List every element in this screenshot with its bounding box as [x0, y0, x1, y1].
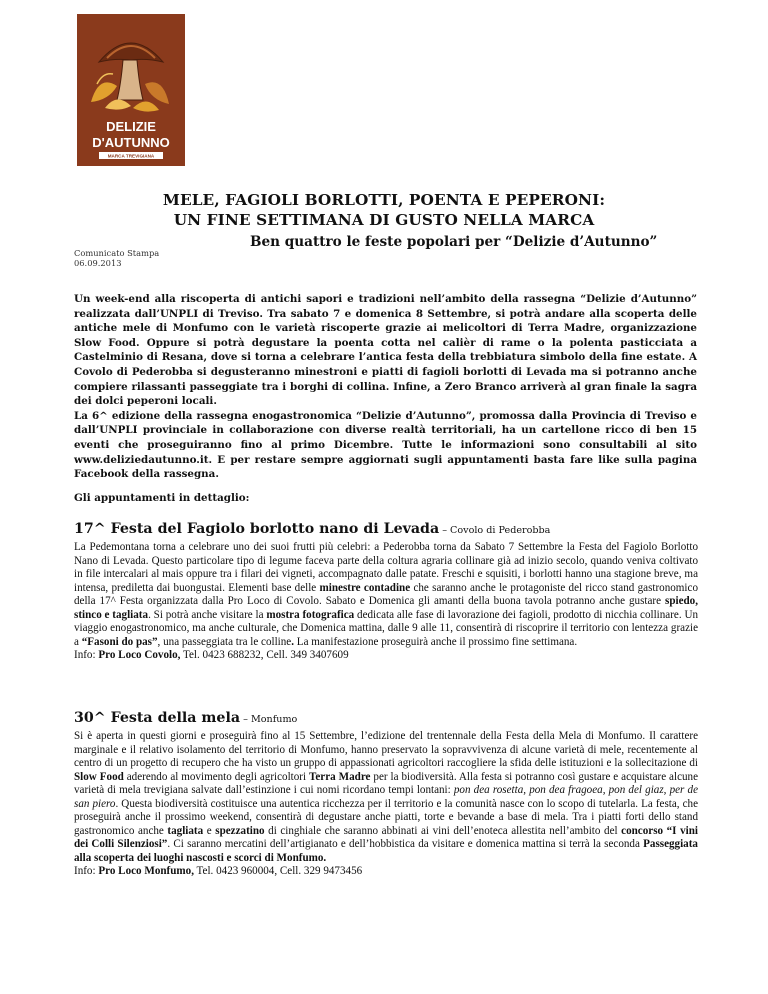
event-2-title-text: 30^ Festa della mela [74, 710, 241, 726]
event-2-title [74, 710, 297, 726]
event-1-title-text: 17^ Festa del Fagiolo borlotto nano di Levada [74, 521, 440, 537]
info-contacts: Tel. 0423 960004, Cell. 329 9473456 [193, 865, 363, 877]
event-1-location: – Covolo di Pederobba [439, 525, 551, 536]
event-1-body [74, 541, 698, 663]
event-1-highlight: minestre contadine [319, 581, 411, 594]
event-2-info [74, 865, 698, 879]
event-1-text: , una passeggiata tra le colline [157, 635, 292, 648]
event-1-text: La manifestazione proseguirà anche il prossimo fine settimana. [294, 635, 578, 648]
event-2-highlight: Passeggiata alla scoperta dei luoghi nascosti e scorci di Monfumo. [74, 838, 698, 864]
subheadline: Ben quattro le feste popolari per “Delizie d’Autunno” [250, 234, 658, 250]
event-2-text: . Questa biodiversità costituisce una autentica ricchezza per il territorio e la comunità nasce con lo scopo di tutelarla. La festa, che proseguirà anche il prossimo weekend, consentirà di degustare anche piatti, torte e bevande a base di mela. Tra i piatti forti dello stand gastronomico anche [74, 797, 698, 837]
info-organizer: Pro Loco Covolo, [98, 649, 181, 661]
logo-text-line1: DELIZIE [106, 119, 156, 134]
event-1-highlight: mostra fotografica [266, 608, 355, 621]
event-1-title [74, 521, 550, 537]
press-release-meta [74, 248, 159, 268]
event-1-text: . Si potrà anche visitare la [148, 608, 267, 621]
headline-line-1: MELE, FAGIOLI BORLOTTI, POENTA E PEPERONI: [162, 191, 606, 209]
event-2-text: per la biodiversità. Alla festa si potranno così gustare e acquistare alcune varietà di mela trevigiana salvate dall’estinzione i cui nomi ricordano tempi lontani: [74, 770, 699, 796]
event-2-text: Si è aperta in questi giorni e proseguirà fino al 15 Settembre, l’edizione del trentennale della Festa della Mela di Monfumo. Il carattere marginale e il relativo isolamento del territorio di Monfumo, hanno preservato la sopravvivenza di alcune varietà di mele, recentemente al centro di un progetto di recupero che ha visto un gruppo di appassionati agricoltori raccogliere la sfida delle istituzioni e la sollecitazione di [74, 730, 698, 769]
event-1-highlight: spiedo, stinco e tagliata [74, 595, 698, 621]
intro-paragraph-2: La 6^ edizione della rassegna enogastronomica “Delizie d’Autunno”, promossa dalla Provincia di Treviso e dall’UNPLI provinciale in collaborazione con diverse realtà territoriali, ha un cartellone ricco di ben 15 eventi che proseguiranno fino al primo Dicembre. Tutte le informazioni sono consultabili al sito www.deliziedautunno.it. E per restare sempre aggiornati sugli appuntamenti basta fare like sulla pagina Facebook della rassegna. [74, 409, 697, 481]
event-2-text: e [203, 824, 216, 837]
logo-text-line2: D'AUTUNNO [92, 135, 170, 150]
event-2-text: di cinghiale che saranno abbinati ai vini dell’enoteca allestita nell’ambito del [264, 824, 622, 837]
appointments-heading: Gli appuntamenti in dettaglio: [74, 492, 250, 504]
headline-line-2: UN FINE SETTIMANA DI GUSTO NELLA MARCA [173, 211, 595, 229]
event-2-highlight: tagliata [167, 824, 204, 837]
headline [0, 190, 768, 230]
event-1-highlight: “Fasoni do pas” [81, 635, 158, 648]
event-1-text: che saranno anche le protagoniste del ricco stand gastronomico della 17^ Festa organizzata dalla Pro Loco di Covolo. Sabato e Domenica gli amanti della buona tavola potranno anche gustare [74, 581, 698, 607]
event-1-info [74, 649, 698, 663]
event-2-text: aderendo al movimento degli agricoltori [123, 770, 309, 783]
event-2-highlight: concorso “I vini dei Colli Silenziosi” [74, 824, 698, 850]
press-date: 06.09.2013 [74, 258, 122, 268]
event-1-text: La Pedemontana torna a celebrare uno dei suoi frutti più celebri: a Pederobba torna da Sabato 7 Settembre la Festa del Fagiolo Borlotto Nano di Levada. Questo particolare tipo di legume faceva parte della coltura agraria collinare già ad inizio secolo, quando veniva coltivato in file intercalari al mais oppure tra i filari dei vigneti, accompagnato dalle patate. Freschi e squisiti, i borlotti hanno una stagione breve, ma intensa, prediletta dai buongustai. Elementi base delle [74, 541, 698, 594]
event-2-text: . Ci saranno mercatini dell’artigianato e dell’hobbistica da visitare e domenica mattina si terrà la seconda [167, 838, 644, 850]
brand-logo [77, 14, 185, 166]
event-2-body [74, 730, 698, 879]
event-1-text: dedicata alle fase di lavorazione dei fagioli, prodotto di nicchia collinare. Un viaggio enogastronomico, ma anche culturale, che Domenica mattina, dalle 9 alle 11, consentirà di riscoprire il territorio con lentezza grazie a [74, 608, 698, 648]
logo-tagline: MARCA TREVIGIANA [107, 153, 155, 159]
event-2-description [74, 730, 698, 865]
event-2-location: – Monfumo [240, 714, 298, 725]
info-organizer: Pro Loco Monfumo, [98, 865, 194, 877]
event-1-description [74, 541, 698, 649]
event-2-highlight: spezzatino [215, 824, 265, 837]
press-label: Comunicato Stampa [74, 248, 160, 258]
event-1-highlight: . [291, 635, 295, 648]
info-contacts: Tel. 0423 688232, Cell. 349 3407609 [180, 649, 349, 661]
info-label: Info: [74, 649, 99, 661]
intro-paragraph-1: Un week-end alla riscoperta di antichi sapori e tradizioni nell’ambito della rassegna “Delizie d’Autunno” realizzata dall’UNPLI di Treviso. Tra sabato 7 e domenica 8 Settembre, si potrà andare alla scoperta delle antiche mele di Monfumo con le varietà riscoperte grazie ai melicoltori di Terra Madre, organizzazione Slow Food. Oppure si potrà degustare la poenta cotta nel calièr di rame o la polenta pasticciata a Castelminio di Resana, dove si torna a celebrare l’antica festa della trebbiatura simbolo della fine estate. A Covolo di Pederobba si degusteranno minestroni e piatti di fagioli borlotti di Levada ma si potranno anche compiere rilassanti passeggiate tra i borghi di collina. Infine, a Zero Branco arriverà al gran finale la sagra dei dolci peperoni locali. [74, 293, 697, 408]
info-label: Info: [74, 865, 99, 877]
event-2-highlight: Terra Madre [309, 770, 371, 783]
event-2-italic: pon dea rosetta, pon dea fragoea, pon del giaz, per de san piero [74, 784, 698, 810]
mushroom-leaves-icon [77, 14, 185, 166]
event-2-highlight: Slow Food [74, 770, 124, 783]
intro-section [74, 292, 697, 482]
